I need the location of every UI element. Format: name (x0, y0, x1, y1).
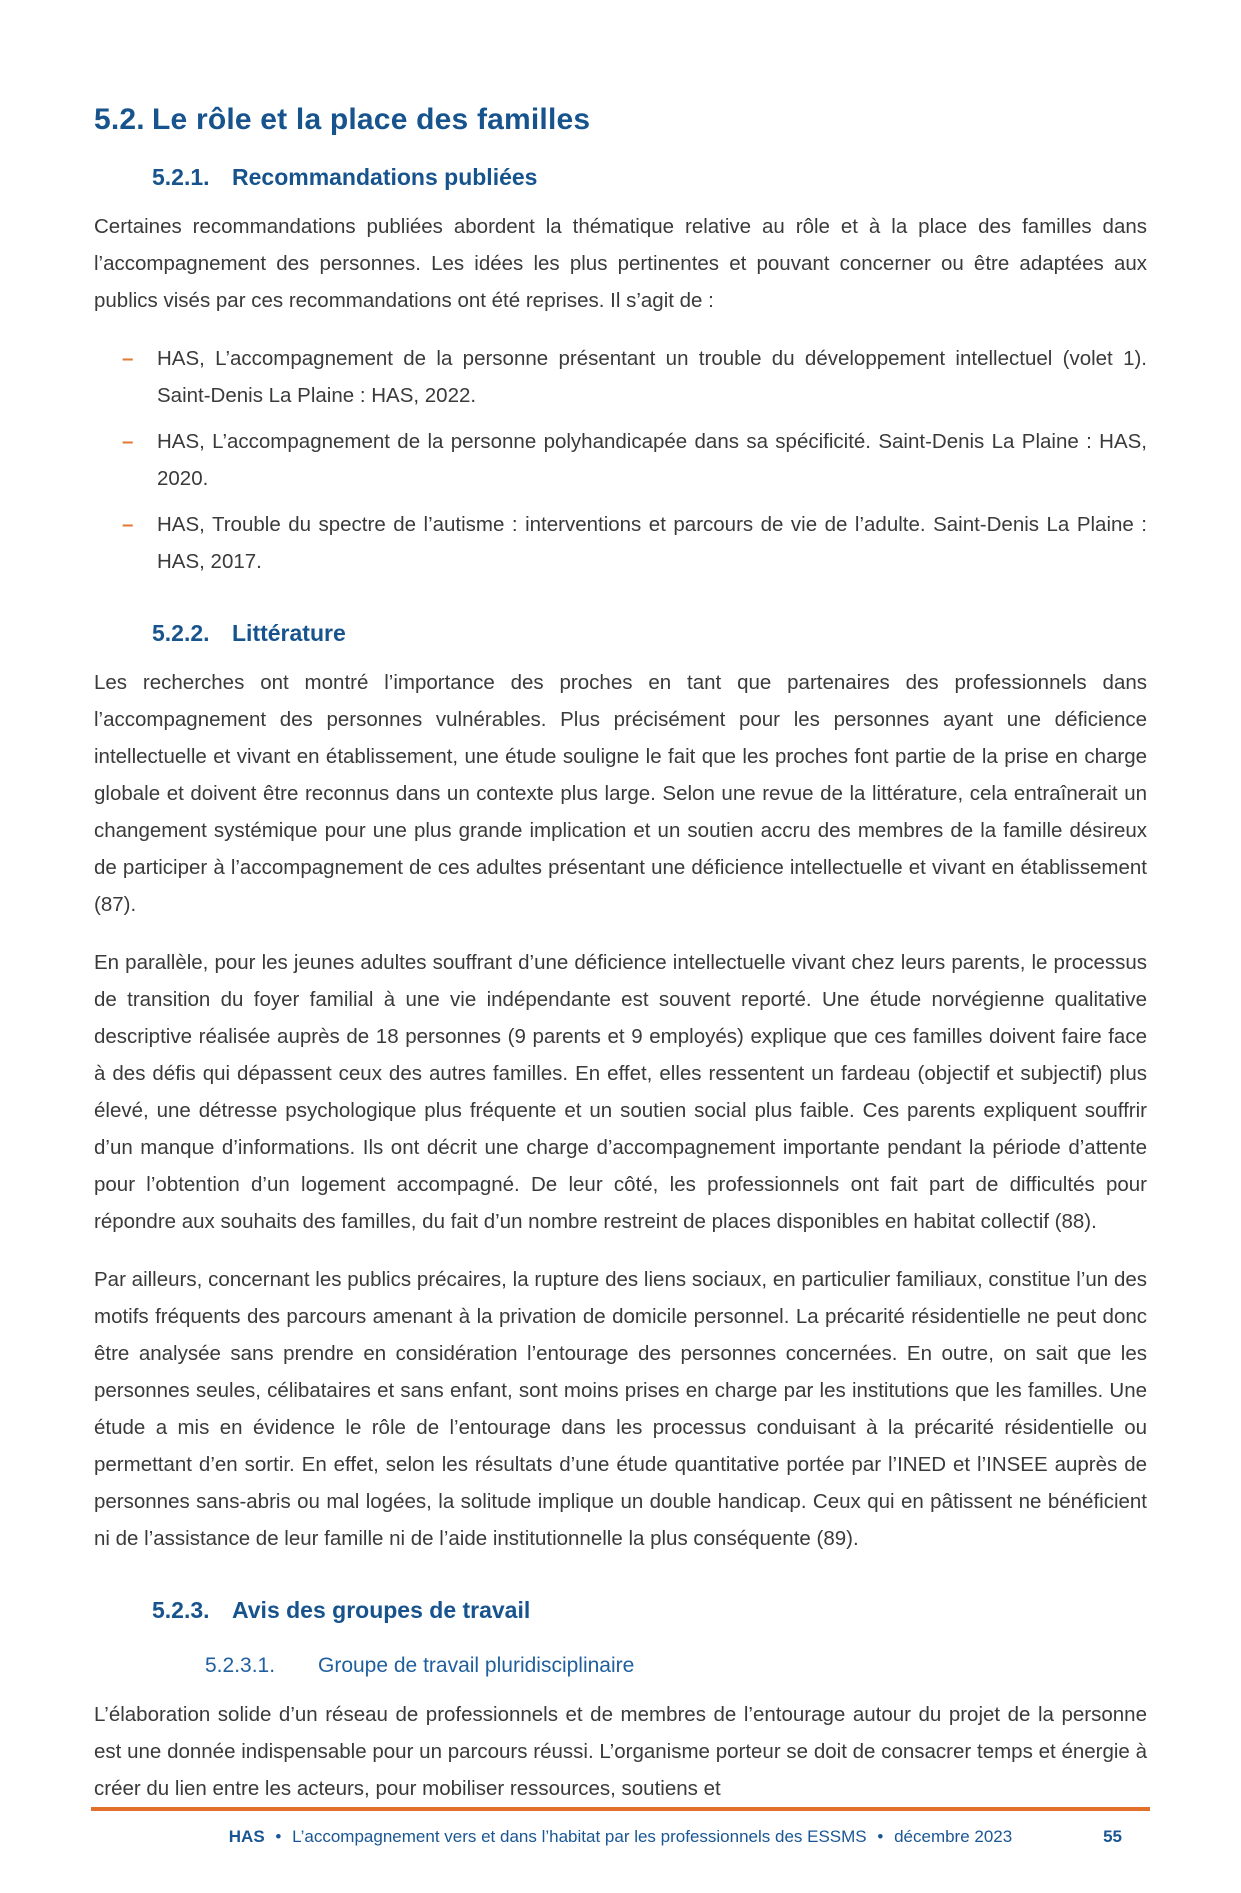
list-item-text: HAS, L’accompagnement de la personne polyhandicapée dans sa spécificité. Saint-Denis La Plaine : HAS, 2020. (157, 430, 1147, 490)
footer-org: HAS (228, 1827, 265, 1846)
page-footer (0, 1807, 1241, 1893)
subsection-title: Recommandations publiées (232, 164, 538, 190)
footer-date: décembre 2023 (894, 1827, 1013, 1846)
section-heading-5-2 (94, 103, 1147, 137)
page-number: 55 (1103, 1827, 1122, 1846)
dash-bullet: – (122, 347, 134, 370)
subsubsection-heading-5-2-3-1 (205, 1654, 1147, 1678)
dash-bullet: – (122, 513, 134, 536)
paragraph-groupe-travail: L’élaboration solide d’un réseau de professionnels et de membres de l’entourage autour du projet de la personne est une donnée indispensable pour un parcours réussi. L’organisme porteur se doit de consacrer temps et énergie à créer du lien entre les acteurs, pour mobiliser ressources, soutiens et (94, 1703, 1147, 1800)
list-item (122, 340, 1147, 414)
list-item (122, 506, 1147, 580)
footer-text (229, 1825, 1012, 1849)
subsection-heading-5-2-1 (152, 164, 1147, 191)
subsection-number: 5.2.1. (152, 164, 210, 190)
subsection-heading-5-2-3 (152, 1597, 1147, 1624)
list-item-text: HAS, L’accompagnement de la personne présentant un trouble du développement intellectuel (volet 1). Saint-Denis La Plaine : HAS, 2022. (157, 347, 1147, 407)
subsection-number: 5.2.3. (152, 1597, 210, 1623)
footer-row (91, 1825, 1150, 1849)
list-item (122, 423, 1147, 497)
subsection-title: Avis des groupes de travail (232, 1597, 531, 1623)
paragraph-litterature-2: En parallèle, pour les jeunes adultes souffrant d’une déficience intellectuelle vivant chez leurs parents, le processus de transition du foyer familial à une vie indépendante est souvent reporté. Une étude norvégienne qualitative descriptive réalisée auprès de 18 personnes (9 parents et 9 employés) explique que ces familles doivent faire face à des défis qui dépassent ceux des autres familles. En effet, elles ressentent un fardeau (objectif et subjectif) plus élevé, une détresse psychologique plus fréquente et un soutien social plus faible. Ces parents expliquent souffrir d’un manque d’informations. Ils ont décrit une charge d’accompagnement importante pendant la période d’attente pour l’obtention d’un logement accompagné. De leur côté, les professionnels ont fait part de difficultés pour répondre aux souhaits des familles, du fait d’un nombre restreint de places disponibles en habitat collectif (88). (94, 951, 1147, 1233)
list-item-text: HAS, Trouble du spectre de l’autisme : interventions et parcours de vie de l’adulte. Saint-Denis La Plaine : HAS, 2017. (157, 513, 1147, 573)
subsection-title: Littérature (232, 620, 346, 646)
footer-separator: • (275, 1827, 282, 1846)
subsection-number: 5.2.2. (152, 620, 210, 646)
subsubsection-number: 5.2.3.1. (205, 1654, 276, 1677)
subsubsection-title: Groupe de travail pluridisciplinaire (318, 1654, 635, 1677)
reference-list (122, 340, 1147, 580)
subsection-heading-5-2-2 (152, 620, 1147, 647)
section-title: Le rôle et la place des familles (152, 103, 591, 136)
paragraph-litterature-1: Les recherches ont montré l’importance des proches en tant que partenaires des professionnels dans l’accompagnement des personnes vulnérables. Plus précisément pour les personnes ayant une déficience intellectuelle et vivant en établissement, une étude souligne le fait que les proches font partie de la prise en charge globale et doivent être reconnus dans un contexte plus large. Selon une revue de la littérature, cela entraînerait un changement systémique pour une plus grande implication et un soutien accru des membres de la famille désireux de participer à l’accompagnement de ces adultes présentant une déficience intellectuelle et vivant en établissement (87). (94, 671, 1147, 916)
dash-bullet: – (122, 430, 134, 453)
footer-separator: • (877, 1827, 884, 1846)
paragraph-recommandations-intro: Certaines recommandations publiées abordent la thématique relative au rôle et à la place des familles dans l’accompagnement des personnes. Les idées les plus pertinentes et pouvant concerner ou être adaptées aux publics visés par ces recommandations ont été reprises. Il s’agit de : (94, 215, 1147, 312)
footer-document-title: L’accompagnement vers et dans l’habitat par les professionnels des ESSMS (292, 1827, 867, 1846)
footer-divider (91, 1807, 1150, 1811)
section-number: 5.2. (94, 103, 145, 136)
paragraph-litterature-3: Par ailleurs, concernant les publics précaires, la rupture des liens sociaux, en particulier familiaux, constitue l’un des motifs fréquents des parcours amenant à la privation de domicile personnel. La précarité résidentielle ne peut donc être analysée sans prendre en considération l’entourage des personnes concernées. En outre, on sait que les personnes seules, célibataires et sans enfant, sont moins prises en charge par les institutions que les familles. Une étude a mis en évidence le rôle de l’entourage dans les processus conduisant à la précarité résidentielle ou permettant d’en sortir. En effet, selon les résultats d’une étude quantitative portée par l’INED et l’INSEE auprès de personnes sans-abris ou mal logées, la solitude implique un double handicap. Ceux qui en pâtissent ne bénéficient ni de l’assistance de leur famille ni de l’aide institutionnelle la plus conséquente (89). (94, 1268, 1147, 1550)
